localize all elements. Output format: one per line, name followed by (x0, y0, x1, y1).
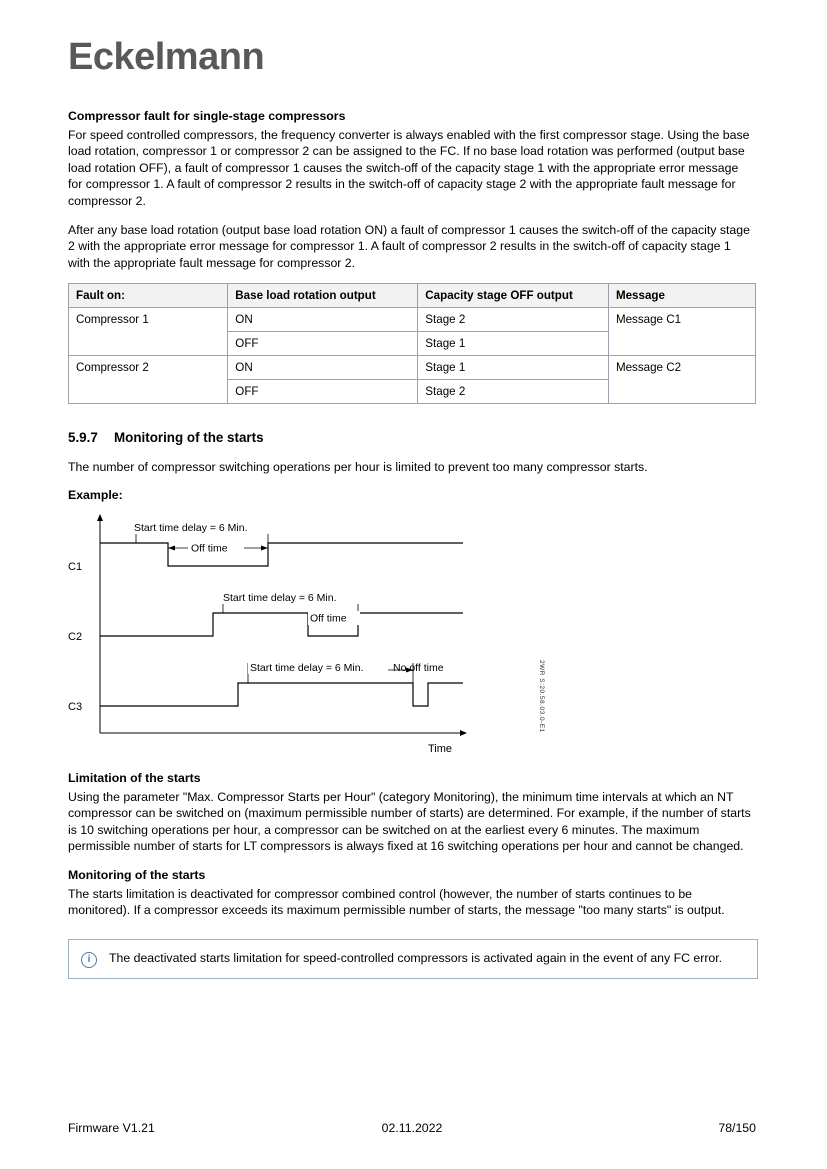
limitation-text: Using the parameter "Max. Compressor Starts per Hour" (category Monitoring), the minimum time intervals at which an NT compressor can be switched on (maximum permissible number of starts) are determined. For example, if the number of starts is 10 switching operations per hour, a compressor can be switched on at the earliest every 6 minutes. The maximum permissible number of starts for LT compressors is always fixed at 16 switching operations per hour and cannot be changed. (68, 789, 751, 854)
compressor-fault-paragraph-2: After any base load rotation (output base load rotation ON) a fault of compressor 1 causes the switch-off of the capacity stage 2 with the appropriate error message for compressor 1. A fault of compressor 2 results in the switch-off of capacity stage 1 with the appropriate fault message for compressor 2. (68, 222, 750, 270)
cell-stage: Stage 1 (418, 356, 609, 380)
cell-fault: Compressor 1 (69, 308, 228, 356)
cell-message: Message C2 (608, 356, 755, 404)
info-note-text: The deactivated starts limitation for speed-controlled compressors is activated again in the event of any FC error. (109, 950, 723, 965)
section-title: Monitoring of the starts (114, 430, 264, 446)
table-row (69, 308, 756, 332)
monitoring-starts-heading: Monitoring of the starts (68, 867, 206, 882)
cell-rotation: ON (228, 308, 418, 332)
svg-text:Off time: Off time (191, 542, 228, 555)
monitoring-starts-text: The starts limitation is deactivated for compressor combined control (however, the number of starts continues to be monitored). If a compressor exceeds its maximum permissible number of starts, the message "too many starts" is output. (68, 886, 725, 918)
svg-text:No off time: No off time (393, 661, 444, 674)
footer-date: 02.11.2022 (381, 1121, 443, 1135)
drawing-code: 2WR S:20.58.03.0-E1 (538, 659, 545, 733)
svg-text:C1: C1 (68, 560, 83, 573)
svg-text:Off time: Off time (310, 612, 347, 625)
fault-table (68, 283, 756, 404)
cell-rotation: OFF (228, 380, 418, 404)
info-icon: i (81, 952, 97, 968)
cell-message: Message C1 (608, 308, 755, 356)
cell-stage: Stage 2 (418, 380, 609, 404)
info-note (68, 939, 758, 979)
monitoring-intro: The number of compressor switching operations per hour is limited to prevent too many compressor starts. (68, 460, 648, 475)
document-content (68, 108, 756, 979)
table-row (69, 356, 756, 380)
footer-firmware: Firmware V1.21 (68, 1121, 155, 1135)
svg-text:C2: C2 (68, 630, 83, 643)
company-logo: Eckelmann (68, 36, 265, 78)
section-heading-monitoring (68, 430, 756, 445)
example-label: Example: (68, 487, 123, 502)
svg-text:Start time delay = 6 Min.: Start time delay = 6 Min. (250, 661, 364, 674)
svg-text:Start time delay = 6 Min.: Start time delay = 6 Min. (134, 521, 248, 534)
cell-stage: Stage 2 (418, 308, 609, 332)
footer-page-number: 78/150 (718, 1121, 756, 1135)
timing-diagram-svg (68, 508, 568, 758)
compressor-fault-heading: Compressor fault for single-stage compressors (68, 109, 346, 123)
compressor-fault-paragraph-1: For speed controlled compressors, the frequency converter is always enabled with the first compressor stage. Using the base load rotation, compressor 1 or compressor 2 can be assigned to the FC. If no base load rotation was performed (output base load rotation OFF), a fault of compressor 1 causes the switch-off of the capacity stage 1 with the appropriate error message for compressor 1. A fault of compressor 2 results in the switch-off of capacity stage 2 with the appropriate fault message for compressor 2. (68, 127, 750, 208)
table-header-row (69, 284, 756, 308)
svg-text:C3: C3 (68, 700, 83, 713)
cell-rotation: ON (228, 356, 418, 380)
cell-stage: Stage 1 (418, 332, 609, 356)
table-header-rotation: Base load rotation output (228, 284, 418, 308)
limitation-heading: Limitation of the starts (68, 770, 201, 785)
table-header-fault: Fault on: (69, 284, 228, 308)
svg-text:Time: Time (428, 742, 453, 755)
cell-fault: Compressor 2 (69, 356, 228, 404)
timing-diagram-figure (68, 508, 756, 758)
section-number: 5.9.7 (68, 430, 98, 446)
table-header-message: Message (608, 284, 755, 308)
table-header-stage: Capacity stage OFF output (418, 284, 609, 308)
svg-text:Start time delay = 6 Min.: Start time delay = 6 Min. (223, 591, 337, 604)
cell-rotation: OFF (228, 332, 418, 356)
